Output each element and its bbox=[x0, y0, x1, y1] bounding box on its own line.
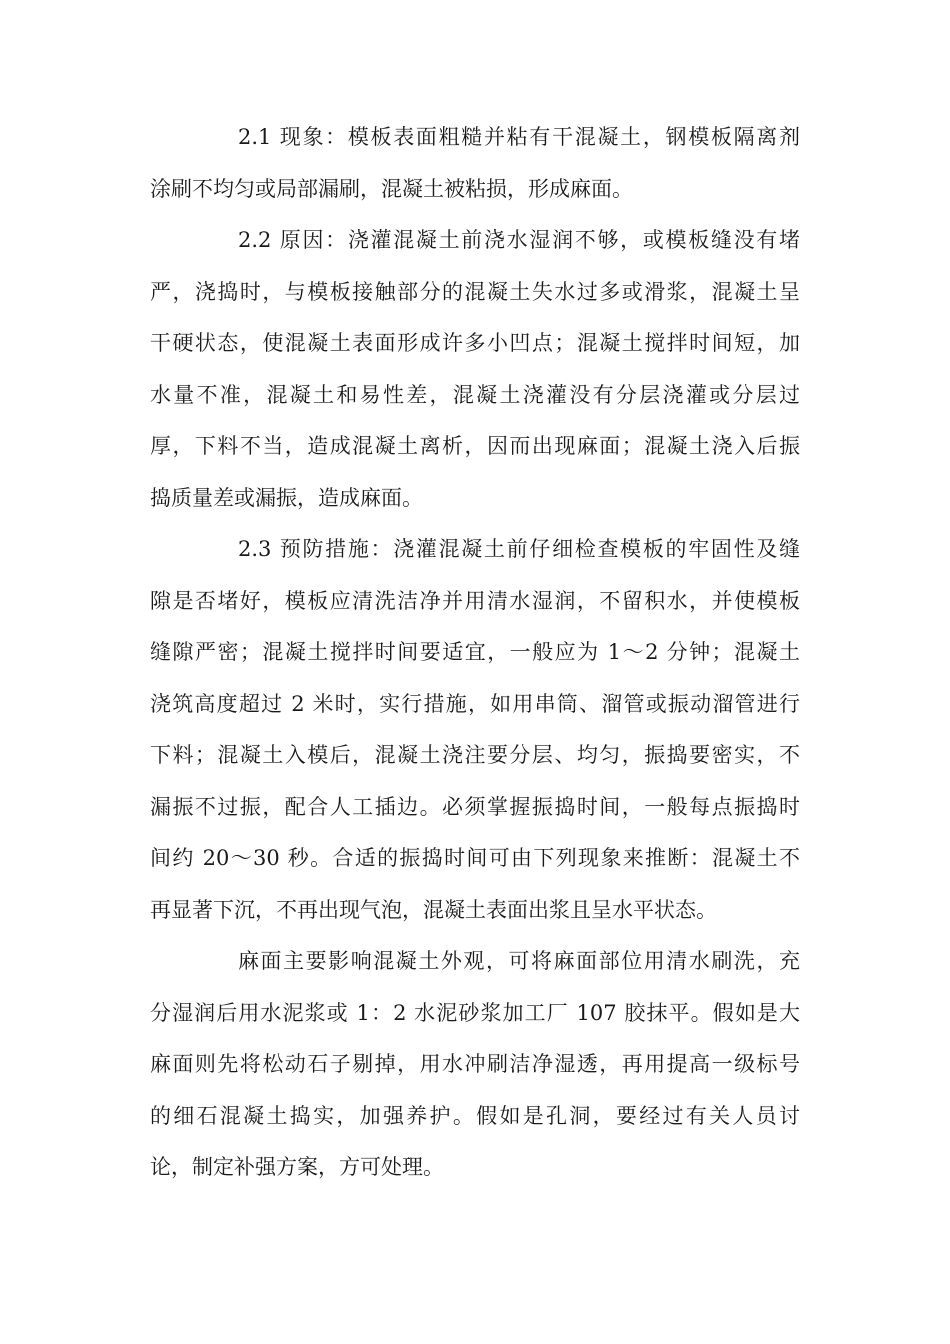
paragraph-2-3 bbox=[150, 524, 800, 936]
paragraph-line: 水量不准，混凝土和易性差，混凝土浇灌没有分层浇灌或分层过 bbox=[150, 382, 800, 407]
paragraph-2-2 bbox=[150, 215, 800, 524]
paragraph-line: 2.2 原因：浇灌混凝土前浇水湿润不够，或模板缝没有堵 bbox=[238, 228, 800, 252]
paragraph-line: 分湿润后用水泥浆或 1：2 水泥砂浆加工厂 107 胶抹平。假如是大 bbox=[150, 1000, 800, 1025]
paragraph-line: 2.1 现象：模板表面粗糙并粘有干混凝土，钢模板隔离剂 bbox=[238, 125, 800, 149]
paragraph-line: 再显著下沉，不再出现气泡，混凝土表面出浆且呈水平状态。 bbox=[150, 897, 717, 922]
paragraph-line: 2.3 预防措施：浇灌混凝土前仔细检查模板的牢固性及缝 bbox=[238, 537, 800, 561]
paragraph-line: 论，制定补强方案，方可处理。 bbox=[150, 1155, 444, 1179]
paragraph-line: 漏振不过振，配合人工插边。必须掌握振捣时间，一般每点振捣时 bbox=[150, 794, 800, 819]
paragraph-line: 厚，下料不当，造成混凝土离析，因而出现麻面；混凝土浇入后振 bbox=[150, 434, 800, 458]
paragraph-line: 缝隙严密；混凝土搅拌时间要适宜，一般应为 1～2 分钟；混凝土 bbox=[150, 640, 800, 664]
paragraph-line: 浇筑高度超过 2 米时，实行措施，如用串筒、溜管或振动溜管进行 bbox=[150, 691, 800, 716]
paragraph-line: 严，浇捣时，与模板接触部分的混凝土失水过多或滑浆，混凝土呈 bbox=[150, 279, 800, 304]
paragraph-line: 干硬状态，使混凝土表面形成许多小凹点；混凝土搅拌时间短，加 bbox=[150, 331, 800, 355]
paragraph-line: 麻面主要影响混凝土外观，可将麻面部位用清水刷洗，充 bbox=[238, 949, 800, 973]
document-body bbox=[150, 112, 800, 1194]
paragraph-line: 捣质量差或漏振，造成麻面。 bbox=[150, 485, 423, 510]
paragraph-line: 麻面则先将松动石子剔掉，用水冲刷洁净湿透，再用提高一级标号 bbox=[150, 1052, 800, 1076]
paragraph-line: 下料；混凝土入模后，混凝土浇注要分层、均匀，振捣要密实，不 bbox=[150, 743, 800, 767]
paragraph-line: 的细石混凝土捣实，加强养护。假如是孔洞，要经过有关人员讨 bbox=[150, 1103, 800, 1128]
paragraph-line: 间约 20～30 秒。合适的振捣时间可由下列现象来推断：混凝土不 bbox=[150, 846, 800, 870]
paragraph-line: 涂刷不均匀或局部漏刷，混凝土被粘损，形成麻面。 bbox=[150, 176, 633, 201]
paragraph-line: 隙是否堵好，模板应清洗洁净并用清水湿润，不留积水，并使模板 bbox=[150, 588, 800, 613]
paragraph-repair bbox=[150, 936, 800, 1194]
paragraph-2-1 bbox=[150, 112, 800, 215]
